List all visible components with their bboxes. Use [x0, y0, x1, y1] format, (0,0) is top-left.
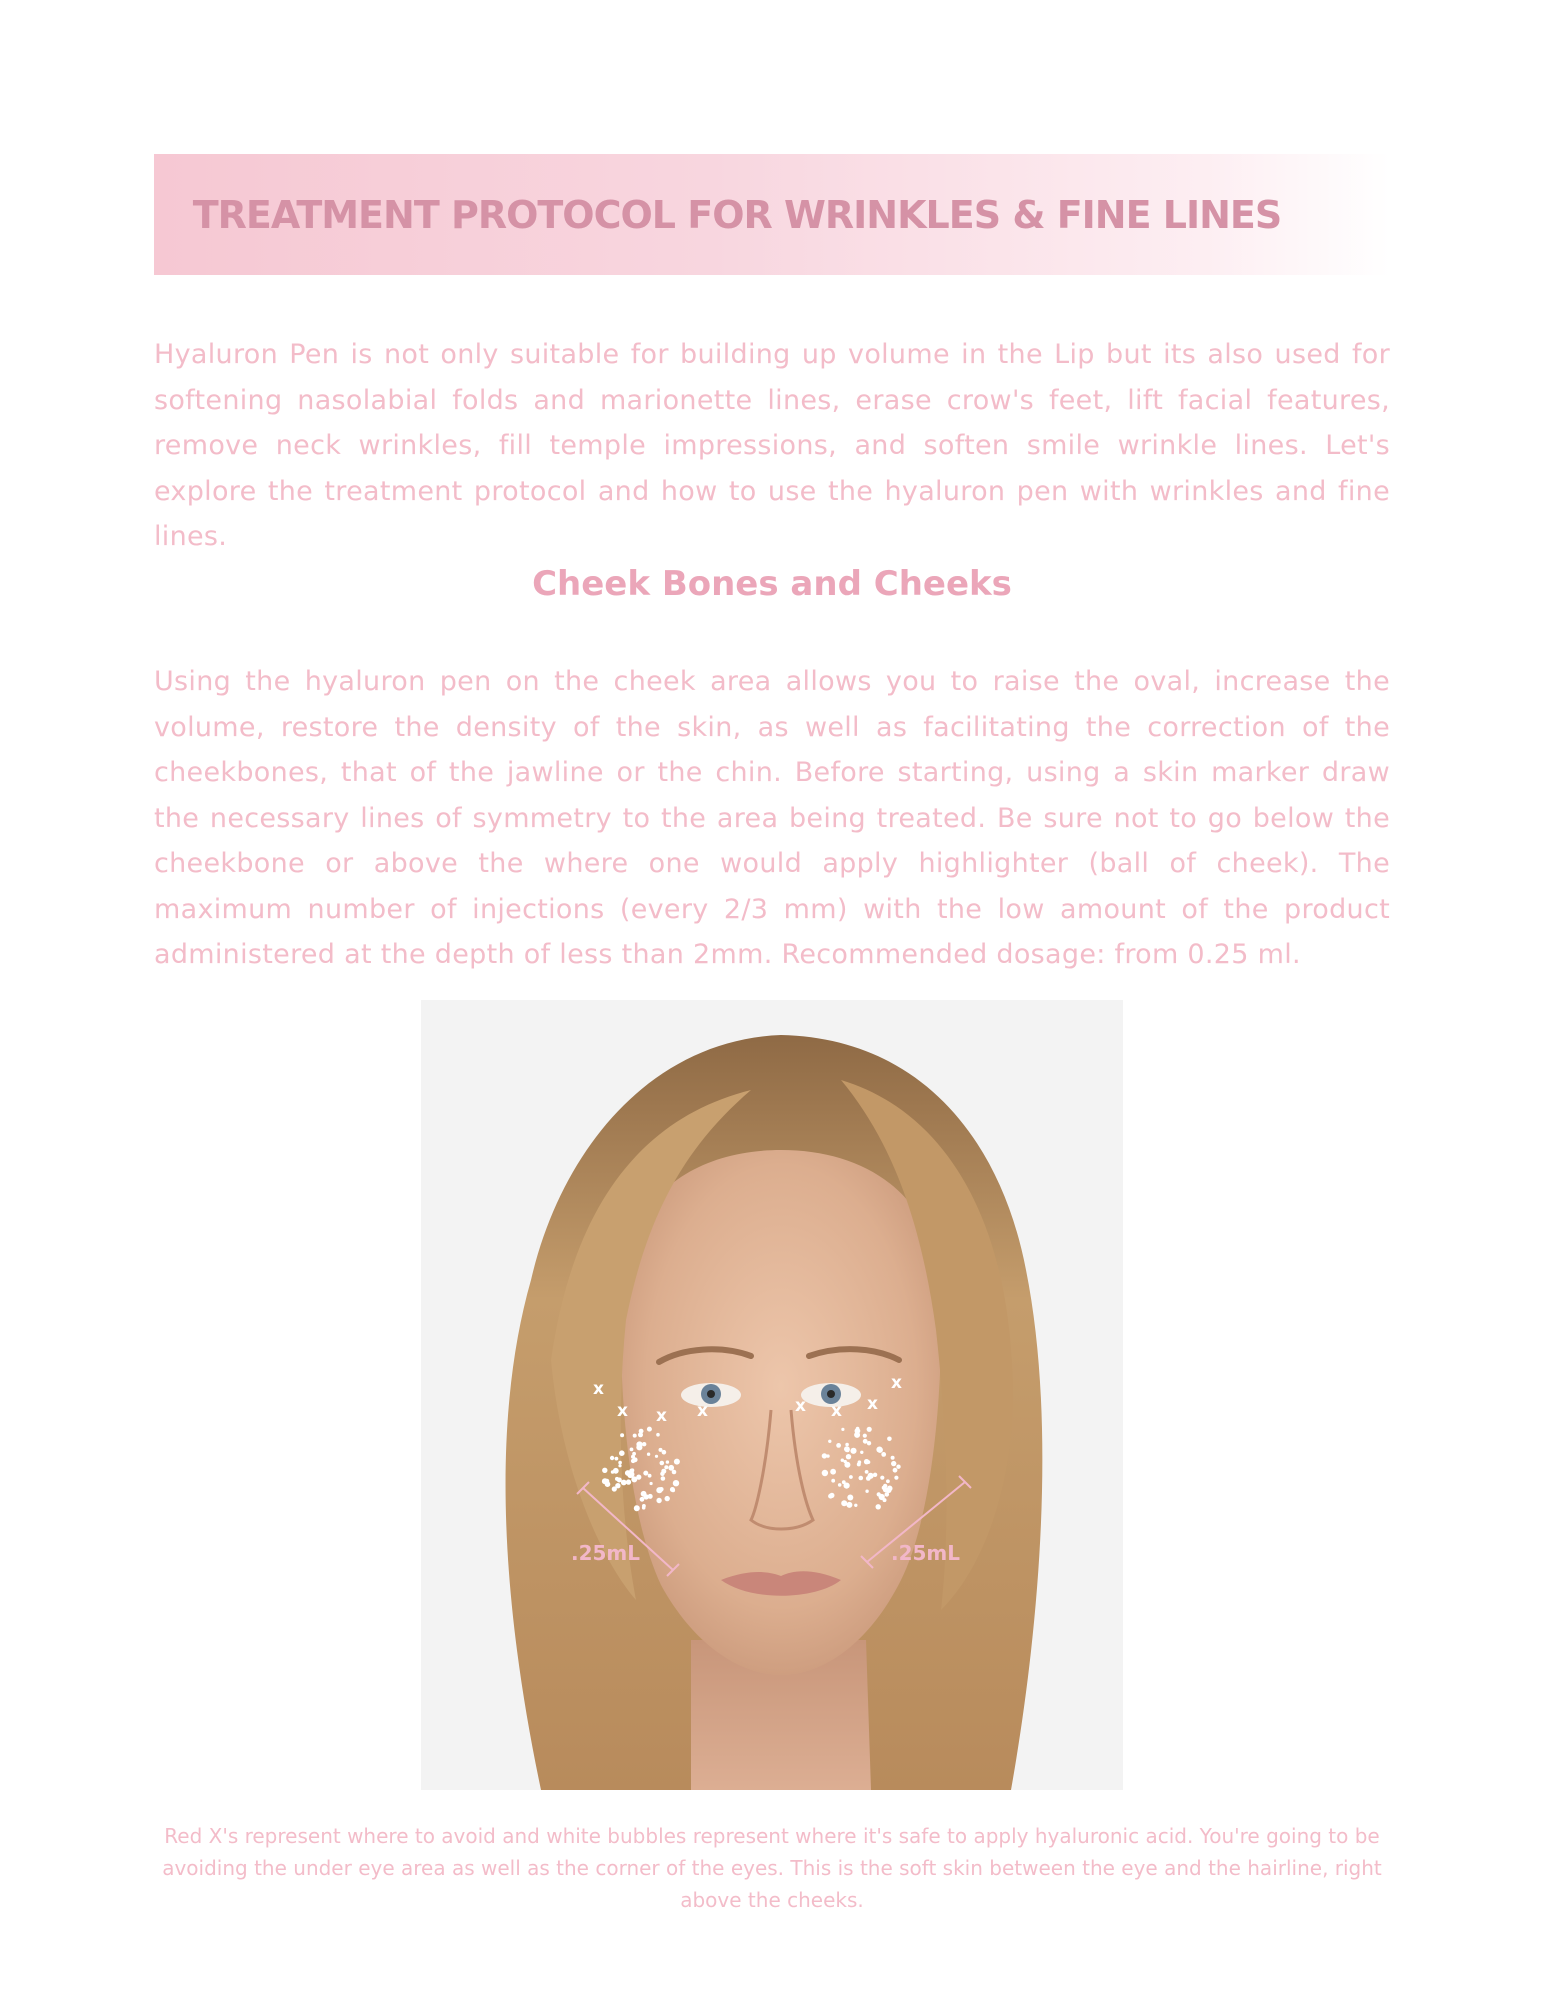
bubble-dot — [631, 1459, 635, 1463]
bubble-dot — [648, 1474, 652, 1478]
bubble-dot — [844, 1483, 850, 1489]
bubble-dot — [828, 1440, 831, 1443]
bubble-dot — [605, 1481, 611, 1487]
left-dose-label: .25mL — [571, 1541, 641, 1565]
bubble-dot — [830, 1469, 836, 1475]
bubble-dot — [615, 1483, 620, 1488]
bubble-dot — [632, 1452, 636, 1456]
bubble-dot — [847, 1495, 853, 1501]
bubble-dot — [863, 1434, 867, 1438]
bubble-dot — [864, 1459, 869, 1464]
avoid-x-mark: x — [867, 1394, 878, 1414]
bubble-dot — [873, 1473, 877, 1477]
figure-caption: Red X's represent where to avoid and white bubbles represent where it's safe to apply hyaluronic acid. You're going to be avoiding the under eye area as well as the corner of the eyes. This is the soft skin between the eye and the hairline, right above the cheeks. — [162, 1824, 1382, 1912]
bubble-dot — [647, 1427, 652, 1432]
bubble-dot — [643, 1471, 648, 1476]
bubble-dot — [620, 1433, 624, 1437]
bubble-dot — [838, 1483, 842, 1487]
avoid-x-mark: x — [593, 1379, 604, 1399]
bubble-dot — [891, 1461, 896, 1466]
bubble-dot — [636, 1441, 642, 1447]
bubble-dot — [887, 1437, 892, 1442]
bubble-dot — [626, 1479, 631, 1484]
bubble-dot — [858, 1460, 862, 1464]
bubble-dot — [633, 1434, 637, 1438]
bubble-dot — [844, 1446, 850, 1452]
bubble-dot — [876, 1447, 882, 1453]
bubble-dot — [655, 1455, 658, 1458]
bubble-dot — [670, 1466, 674, 1470]
bubble-dot — [828, 1494, 833, 1499]
bubble-dot — [617, 1478, 622, 1483]
section-heading: Cheek Bones and Cheeks — [532, 564, 1012, 604]
bubble-dot — [893, 1468, 898, 1473]
bubble-dot — [854, 1504, 857, 1507]
bubble-dot — [865, 1470, 869, 1474]
bubble-dot — [886, 1479, 890, 1483]
section-paragraph: Using the hyaluron pen on the cheek area allows you to raise the oval, increase the volume, restore the density of the skin, as well as facilitating the correction of the cheekbones, that of the jawline or the chin. Before starting, using a skin marker draw the necessary lines of symmetry to the area being treated. Be sure not to go below the cheekbone or above the where one would apply highlighter (ball of cheek). The maximum number of injections (every 2/3 mm) with the low amount of the product administered at the depth of less than 2mm. Recommended dosage: from 0.25 ml. — [154, 666, 1390, 970]
bubble-dot — [822, 1470, 828, 1476]
right-dose-label: .25mL — [891, 1541, 961, 1565]
title-banner — [154, 154, 1390, 275]
bubble-dot — [661, 1469, 666, 1474]
bubble-dot — [656, 1498, 661, 1503]
bubble-dot — [868, 1473, 874, 1479]
bubble-dot — [665, 1496, 670, 1501]
face-illustration — [421, 1000, 1123, 1790]
bubble-dot — [647, 1453, 650, 1456]
page-title: TREATMENT PROTOCOL FOR WRINKLES & FINE LINES — [192, 192, 1282, 237]
bubble-dot — [656, 1433, 660, 1437]
avoid-x-mark: x — [891, 1373, 902, 1393]
bubble-dot — [826, 1454, 829, 1457]
bubble-dot — [841, 1500, 847, 1506]
bubble-dot — [664, 1465, 668, 1469]
bubble-dot — [850, 1448, 856, 1454]
bubble-dot — [844, 1460, 847, 1463]
bubble-dot — [860, 1451, 863, 1454]
bubble-dot — [650, 1482, 653, 1485]
bubble-dot — [896, 1465, 900, 1469]
bubble-dot — [880, 1476, 884, 1480]
bubble-dot — [619, 1450, 625, 1456]
avoid-x-mark: x — [617, 1401, 628, 1421]
bubble-dot — [662, 1450, 667, 1455]
bubble-dot — [876, 1504, 881, 1509]
bubble-dot — [877, 1492, 881, 1496]
bubble-dot — [618, 1461, 622, 1465]
bubble-dot — [660, 1461, 665, 1466]
intro-paragraph: Hyaluron Pen is not only suitable for building up volume in the Lip but its also used for softening nasolabial folds and marionette lines, erase crow's feet, lift facial features, remove neck wrinkles, fill temple impressions, and soften smile wrinkle lines. Let's explore the treatment protocol and how to use the hyaluron pen with wrinkles and fine lines. — [154, 339, 1390, 552]
bubble-dot — [849, 1475, 853, 1479]
bubble-dot — [856, 1427, 860, 1431]
bubble-dot — [845, 1443, 849, 1447]
bubble-dot — [894, 1476, 898, 1480]
bubble-dot — [659, 1487, 664, 1492]
avoid-x-mark: x — [795, 1396, 806, 1416]
avoid-x-mark: x — [656, 1406, 667, 1426]
bubble-dot — [831, 1479, 835, 1483]
bubble-dot — [673, 1480, 679, 1486]
bubble-dot — [846, 1454, 851, 1459]
bubble-dot — [883, 1498, 887, 1502]
bubble-dot — [610, 1456, 614, 1460]
bubble-dot — [639, 1429, 644, 1434]
bubble-dot — [841, 1459, 844, 1462]
avoid-x-mark: x — [697, 1401, 708, 1421]
bubble-dot — [602, 1468, 607, 1473]
bubble-dot — [630, 1448, 634, 1452]
bubble-dot — [671, 1488, 675, 1492]
bubble-dot — [836, 1443, 841, 1448]
bubble-dot — [881, 1452, 886, 1457]
bubble-dot — [666, 1460, 669, 1463]
bubble-dot — [891, 1456, 895, 1460]
bubble-dot — [615, 1457, 619, 1461]
bubble-dot — [642, 1506, 646, 1510]
bubble-dot — [863, 1439, 868, 1444]
bubble-dot — [634, 1505, 640, 1511]
bubble-dot — [618, 1464, 621, 1467]
bubble-dot — [841, 1428, 844, 1431]
bubble-dot — [661, 1476, 666, 1481]
bubble-dot — [859, 1476, 864, 1481]
bubble-dot — [867, 1427, 872, 1432]
bubble-dot — [641, 1491, 647, 1497]
bubble-dot — [636, 1475, 641, 1480]
avoid-x-mark: x — [831, 1401, 842, 1421]
bubble-dot — [822, 1453, 827, 1458]
bubble-dot — [674, 1459, 680, 1465]
bubble-dot — [642, 1442, 646, 1446]
bubble-dot — [613, 1468, 619, 1474]
bubble-dot — [883, 1484, 887, 1488]
bubble-dot — [881, 1495, 884, 1498]
bubble-dot — [846, 1502, 852, 1508]
bubble-dot — [885, 1492, 890, 1497]
bubble-dot — [887, 1486, 892, 1491]
bubble-dot — [865, 1490, 868, 1493]
bubble-dot — [628, 1471, 634, 1477]
